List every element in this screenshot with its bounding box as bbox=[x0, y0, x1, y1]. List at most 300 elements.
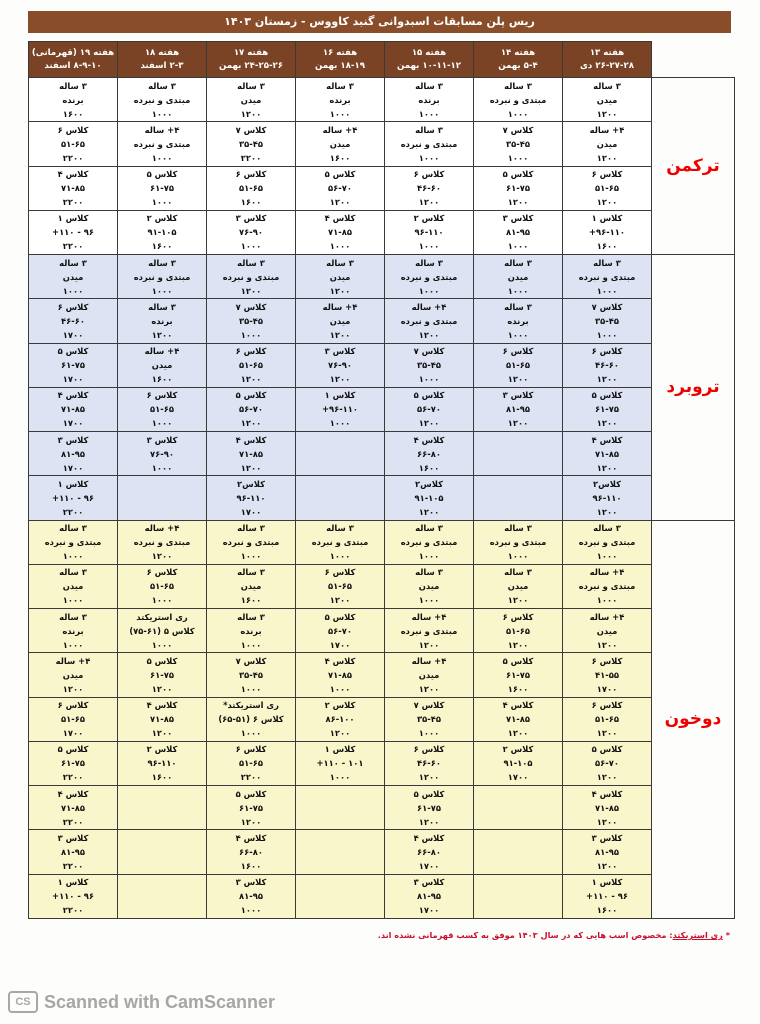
race-distance: ۱۷۰۰ bbox=[62, 462, 84, 473]
race-cell bbox=[385, 122, 474, 166]
race-rating: ۴۶-۶۰ bbox=[417, 183, 441, 194]
race-cell bbox=[385, 786, 474, 830]
camscanner-watermark bbox=[8, 990, 308, 1014]
race-category: کلاس ۴ bbox=[413, 434, 445, 445]
race-cell bbox=[296, 741, 385, 785]
race-category: ۴+ ساله bbox=[589, 611, 625, 622]
race-cell bbox=[207, 122, 296, 166]
race-rating: ۵۱-۶۵ bbox=[595, 183, 619, 194]
race-category: ۴+ ساله bbox=[144, 523, 180, 534]
race-cell bbox=[563, 609, 652, 653]
race-cell bbox=[563, 697, 652, 741]
race-distance: ۱۰۰۰ bbox=[507, 108, 529, 119]
race-category: کلاس۲ bbox=[593, 478, 621, 489]
race-distance: ۱۰۰۰ bbox=[240, 329, 262, 340]
race-cell bbox=[207, 432, 296, 476]
race-rating: میدن bbox=[507, 271, 529, 282]
race-cell bbox=[118, 697, 207, 741]
race-cell bbox=[29, 255, 118, 299]
race-cell bbox=[29, 387, 118, 431]
race-rating: برنده bbox=[62, 625, 84, 636]
race-rating: مبتدی و نبرده bbox=[222, 271, 280, 282]
week-name: هفته ۱۴ bbox=[500, 47, 536, 58]
race-category: کلاس ۴ bbox=[502, 700, 534, 711]
race-category: ۳ ساله bbox=[237, 257, 265, 268]
race-cell bbox=[29, 299, 118, 343]
race-category: کلاس ۶ bbox=[413, 169, 445, 180]
footnote bbox=[330, 929, 730, 941]
race-rating: ۳۵-۴۵ bbox=[239, 315, 263, 326]
race-rating: ۵۱-۶۵ bbox=[61, 714, 85, 725]
week-date: ۲۴-۲۵-۲۶ بهمن bbox=[219, 60, 283, 71]
race-rating: ۷۶-۹۰ bbox=[150, 448, 174, 459]
race-rating: ۷۱-۸۵ bbox=[328, 227, 352, 238]
race-distance: ۱۶۰۰ bbox=[151, 374, 173, 385]
race-cell bbox=[563, 122, 652, 166]
race-category: ۴+ ساله bbox=[322, 124, 358, 135]
race-category: کلاس ۱ bbox=[57, 478, 89, 489]
race-distance: ۱۰۰۰ bbox=[62, 595, 84, 606]
race-distance: ۱۷۰۰ bbox=[329, 639, 351, 650]
race-cell bbox=[385, 741, 474, 785]
race-distance: ۱۲۰۰ bbox=[596, 639, 618, 650]
race-category: ۳ ساله bbox=[504, 80, 532, 91]
race-cell bbox=[385, 210, 474, 254]
race-cell bbox=[207, 520, 296, 564]
race-distance: ۱۲۰۰ bbox=[151, 683, 173, 694]
race-category: کلاس ۳ bbox=[57, 832, 89, 843]
race-category: کلاس ۶ bbox=[235, 346, 267, 357]
race-distance: ۱۷۰۰ bbox=[240, 506, 262, 517]
race-rating: ۹۶ - ۱۱۰+ bbox=[586, 891, 628, 902]
race-rating: ۸۱-۹۵ bbox=[61, 448, 85, 459]
race-category: کلاس ۳ bbox=[324, 346, 356, 357]
race-rating: ۷۱-۸۵ bbox=[239, 448, 263, 459]
race-cell bbox=[296, 343, 385, 387]
race-category: کلاس ۷ bbox=[502, 124, 534, 135]
week-date: ۲۶-۲۷-۲۸ دی bbox=[580, 60, 634, 71]
race-category: کلاس ۳ bbox=[235, 213, 267, 224]
race-category: کلاس ۵ bbox=[502, 655, 534, 666]
race-rating: ۵۶-۷۰ bbox=[595, 758, 619, 769]
race-rating: ۵۶-۷۰ bbox=[417, 404, 441, 415]
race-rating: برنده bbox=[329, 94, 351, 105]
week-header bbox=[207, 42, 296, 78]
race-cell bbox=[563, 830, 652, 874]
camscanner-logo-icon: CS bbox=[8, 991, 38, 1013]
week-date: ۱۰-۱۱-۱۲ بهمن bbox=[397, 60, 461, 71]
race-cell bbox=[563, 476, 652, 520]
race-category: ۳ ساله bbox=[237, 611, 265, 622]
race-category: کلاس ۷ bbox=[235, 655, 267, 666]
table-row bbox=[29, 609, 735, 653]
week-name: هفته ۱۵ bbox=[411, 47, 447, 58]
race-category: ری استریکتد bbox=[136, 611, 188, 622]
table-row bbox=[29, 786, 735, 830]
race-cell bbox=[118, 786, 207, 830]
race-category: ۳ ساله bbox=[148, 257, 176, 268]
race-cell bbox=[385, 653, 474, 697]
race-category: کلاس ۵ bbox=[235, 390, 267, 401]
race-category: کلاس ۷ bbox=[591, 301, 623, 312]
race-category: کلاس ۷ bbox=[413, 700, 445, 711]
race-rating: ۹۶-۱۱۰+ bbox=[321, 404, 359, 415]
race-distance: ۱۷۰۰ bbox=[62, 728, 84, 739]
race-cell bbox=[118, 830, 207, 874]
race-rating: ۹۶-۱۱۰ bbox=[147, 758, 177, 769]
race-distance: ۲۲۰۰ bbox=[62, 241, 84, 252]
race-distance: ۱۰۰۰ bbox=[418, 728, 440, 739]
race-cell bbox=[563, 564, 652, 608]
race-rating: میدن bbox=[596, 94, 618, 105]
race-cell bbox=[474, 786, 563, 830]
race-distance: ۱۲۰۰ bbox=[329, 374, 351, 385]
race-distance: ۱۶۰۰ bbox=[240, 197, 262, 208]
race-distance: ۲۲۰۰ bbox=[62, 772, 84, 783]
race-cell bbox=[207, 166, 296, 210]
race-category: کلاس ۷ bbox=[235, 301, 267, 312]
race-cell bbox=[385, 166, 474, 210]
race-category: کلاس ۵ bbox=[324, 169, 356, 180]
week-header bbox=[563, 42, 652, 78]
race-category: کلاس ۲ bbox=[413, 213, 445, 224]
race-category: کلاس ۱ bbox=[324, 390, 356, 401]
table-row bbox=[29, 874, 735, 919]
race-rating: ۳۵-۴۵ bbox=[506, 138, 530, 149]
week-header bbox=[29, 42, 118, 78]
race-distance: ۱۲۰۰ bbox=[596, 152, 618, 163]
race-distance: ۱۰۰۰ bbox=[329, 418, 351, 429]
race-cell bbox=[296, 210, 385, 254]
race-rating: ۶۱-۷۵ bbox=[150, 183, 174, 194]
race-cell bbox=[29, 210, 118, 254]
race-rating: ۹۶-۱۱۰ bbox=[592, 492, 622, 503]
race-distance: ۱۰۰۰ bbox=[62, 639, 84, 650]
race-rating: ۹۱-۱۰۵ bbox=[414, 492, 444, 503]
race-category: کلاس ۲ bbox=[502, 744, 534, 755]
race-category: ۳ ساله bbox=[326, 257, 354, 268]
race-rating: ۷۱-۸۵ bbox=[150, 714, 174, 725]
race-cell bbox=[474, 830, 563, 874]
table-row bbox=[29, 166, 735, 210]
week-name: هفته ۱۶ bbox=[322, 47, 358, 58]
race-cell bbox=[207, 210, 296, 254]
race-distance: ۱۲۰۰ bbox=[418, 816, 440, 827]
race-cell bbox=[385, 343, 474, 387]
race-cell bbox=[385, 609, 474, 653]
table-row bbox=[29, 432, 735, 476]
race-distance: ۱۰۰۰ bbox=[151, 462, 173, 473]
race-category: کلاس ۶ bbox=[591, 700, 623, 711]
race-distance: ۱۰۰۰ bbox=[240, 241, 262, 252]
race-rating: ۵۶-۷۰ bbox=[328, 625, 352, 636]
race-rating: ۷۱-۸۵ bbox=[61, 183, 85, 194]
race-rating: ۹۶ - ۱۱۰+ bbox=[52, 227, 94, 238]
race-rating: ۶۱-۷۵ bbox=[61, 758, 85, 769]
race-distance: ۱۲۰۰ bbox=[62, 683, 84, 694]
race-distance: ۱۲۰۰ bbox=[329, 329, 351, 340]
race-rating: ۹۶-۱۱۰ bbox=[236, 492, 266, 503]
race-distance: ۱۲۰۰ bbox=[240, 285, 262, 296]
race-cell bbox=[474, 78, 563, 122]
race-category: کلاس ۵ bbox=[57, 346, 89, 357]
race-distance: ۱۰۰۰ bbox=[507, 329, 529, 340]
race-category: کلاس ۳ bbox=[413, 877, 445, 888]
race-rating: ۱۰۱ - ۱۱۰+ bbox=[316, 758, 364, 769]
race-cell bbox=[385, 255, 474, 299]
race-cell bbox=[474, 166, 563, 210]
race-rating: مبتدی و نبرده bbox=[578, 271, 636, 282]
week-name: هفته ۱۳ bbox=[589, 47, 625, 58]
race-cell bbox=[563, 741, 652, 785]
race-category: کلاس ۳ bbox=[57, 434, 89, 445]
race-rating: ۷۱-۸۵ bbox=[595, 802, 619, 813]
race-distance: ۱۷۰۰ bbox=[418, 860, 440, 871]
race-category: کلاس ۴ bbox=[57, 788, 89, 799]
race-rating: برنده bbox=[62, 94, 84, 105]
race-rating: ۵۶-۷۰ bbox=[239, 404, 263, 415]
race-cell bbox=[474, 210, 563, 254]
race-rating: برنده bbox=[507, 315, 529, 326]
race-cell bbox=[296, 653, 385, 697]
race-cell bbox=[385, 520, 474, 564]
race-distance: ۱۲۰۰ bbox=[418, 197, 440, 208]
race-distance: ۱۷۰۰ bbox=[62, 374, 84, 385]
race-cell bbox=[29, 830, 118, 874]
race-distance: ۱۲۰۰ bbox=[507, 418, 529, 429]
race-distance: ۱۰۰۰ bbox=[151, 197, 173, 208]
race-cell bbox=[385, 78, 474, 122]
race-category: ۳ ساله bbox=[59, 80, 87, 91]
race-cell bbox=[118, 432, 207, 476]
race-rating: برنده bbox=[418, 94, 440, 105]
race-distance: ۱۰۰۰ bbox=[240, 683, 262, 694]
race-distance: ۲۲۰۰ bbox=[62, 905, 84, 916]
table-header bbox=[29, 42, 735, 78]
corner-cell bbox=[652, 42, 735, 78]
race-category: کلاس ۴ bbox=[146, 700, 178, 711]
race-cell bbox=[474, 609, 563, 653]
race-rating: میدن bbox=[240, 94, 262, 105]
race-category: ۴+ ساله bbox=[322, 301, 358, 312]
race-rating: ۴۶-۶۰ bbox=[61, 315, 85, 326]
race-category: کلاس ۶ bbox=[591, 655, 623, 666]
week-name: هفته ۱۹ (قهرمانی) bbox=[31, 47, 115, 58]
race-category: کلاس ۵ bbox=[413, 788, 445, 799]
race-distance: ۱۲۰۰ bbox=[596, 728, 618, 739]
race-distance: ۱۰۰۰ bbox=[151, 285, 173, 296]
race-category: کلاس ۳ bbox=[146, 434, 178, 445]
race-cell bbox=[296, 697, 385, 741]
race-distance: ۱۲۰۰ bbox=[418, 683, 440, 694]
race-rating: میدن bbox=[596, 625, 618, 636]
race-rating: ۳۵-۴۵ bbox=[595, 315, 619, 326]
table-row bbox=[29, 830, 735, 874]
race-cell bbox=[296, 564, 385, 608]
document-title: ریس پلن مسابقات اسبدوانی گنبد کاووس - زمستان ۱۴۰۳ bbox=[28, 11, 731, 33]
race-rating: میدن bbox=[329, 315, 351, 326]
week-date: ۲-۳ اسفند bbox=[140, 60, 184, 71]
race-category: کلاس ۴ bbox=[591, 434, 623, 445]
race-category: کلاس ۴ bbox=[324, 213, 356, 224]
race-rating: ۵۱-۶۵ bbox=[150, 581, 174, 592]
race-category: کلاس ۲ bbox=[146, 744, 178, 755]
race-cell bbox=[474, 741, 563, 785]
race-cell bbox=[118, 343, 207, 387]
race-cell bbox=[118, 741, 207, 785]
table-row bbox=[29, 255, 735, 299]
race-distance: ۱۰۰۰ bbox=[596, 551, 618, 562]
race-category: کلاس ۶ bbox=[591, 346, 623, 357]
race-distance: ۱۷۰۰ bbox=[507, 772, 529, 783]
race-distance: ۱۷۰۰ bbox=[596, 683, 618, 694]
race-cell bbox=[296, 432, 385, 476]
footnote-star: * bbox=[725, 930, 730, 940]
race-category: کلاس ۶ bbox=[57, 700, 89, 711]
race-cell bbox=[118, 387, 207, 431]
race-distance: ۱۶۰۰ bbox=[418, 462, 440, 473]
race-cell bbox=[118, 520, 207, 564]
race-distance: ۱۲۰۰ bbox=[596, 772, 618, 783]
race-cell bbox=[207, 697, 296, 741]
race-rating: مبتدی و نبرده bbox=[400, 271, 458, 282]
race-rating: ۸۱-۹۵ bbox=[595, 846, 619, 857]
race-category: کلاس ۵ bbox=[591, 744, 623, 755]
race-distance: ۱۲۰۰ bbox=[596, 197, 618, 208]
race-distance: ۱۰۰۰ bbox=[418, 241, 440, 252]
race-category: کلاس ۶ bbox=[146, 390, 178, 401]
race-cell bbox=[296, 166, 385, 210]
week-date: ۸-۹-۱۰ اسفند bbox=[44, 60, 102, 71]
table-row bbox=[29, 122, 735, 166]
race-distance: ۱۲۰۰ bbox=[507, 639, 529, 650]
race-distance: ۱۲۰۰ bbox=[507, 374, 529, 385]
race-rating: مبتدی و نبرده bbox=[489, 94, 547, 105]
race-rating: مبتدی و نبرده bbox=[311, 537, 369, 548]
race-rating: ۷۶-۹۰ bbox=[239, 227, 263, 238]
race-rating: ۸۱-۹۵ bbox=[506, 227, 530, 238]
race-category: ۳ ساله bbox=[59, 523, 87, 534]
race-distance: ۱۰۰۰ bbox=[329, 108, 351, 119]
race-cell bbox=[29, 78, 118, 122]
race-rating: ۹۶ - ۱۱۰+ bbox=[52, 891, 94, 902]
race-rating: ۵۱-۶۵ bbox=[61, 138, 85, 149]
race-distance: ۱۶۰۰ bbox=[507, 683, 529, 694]
race-category: ۳ ساله bbox=[237, 523, 265, 534]
race-distance: ۱۲۰۰ bbox=[507, 728, 529, 739]
race-cell bbox=[296, 255, 385, 299]
race-cell bbox=[296, 78, 385, 122]
race-distance: ۱۲۰۰ bbox=[596, 462, 618, 473]
race-cell bbox=[29, 609, 118, 653]
race-cell bbox=[118, 122, 207, 166]
race-distance: ۱۰۰۰ bbox=[329, 683, 351, 694]
week-date: ۵-۴ بهمن bbox=[498, 60, 538, 71]
race-distance: ۱۲۰۰ bbox=[329, 728, 351, 739]
race-cell bbox=[207, 786, 296, 830]
week-header bbox=[474, 42, 563, 78]
race-rating: ۷۱-۸۵ bbox=[506, 714, 530, 725]
race-distance: ۱۲۰۰ bbox=[240, 816, 262, 827]
race-rating: میدن bbox=[151, 360, 173, 371]
race-category: ۴+ ساله bbox=[589, 124, 625, 135]
race-cell bbox=[296, 609, 385, 653]
race-category: کلاس ۵ bbox=[235, 788, 267, 799]
race-distance: ۱۲۰۰ bbox=[596, 108, 618, 119]
race-distance: ۱۰۰۰ bbox=[418, 108, 440, 119]
race-category: ۳ ساله bbox=[504, 523, 532, 534]
race-distance: ۱۰۰۰ bbox=[329, 241, 351, 252]
race-category: ۳ ساله bbox=[237, 567, 265, 578]
race-category: ۳ ساله bbox=[415, 523, 443, 534]
race-category: کلاس ۶ bbox=[502, 346, 534, 357]
race-category: کلاس۲ bbox=[237, 478, 265, 489]
race-distance: ۱۰۰۰ bbox=[507, 551, 529, 562]
race-cell bbox=[563, 343, 652, 387]
race-rating: ۵۱-۶۵ bbox=[150, 404, 174, 415]
race-distance: ۱۰۰۰ bbox=[418, 551, 440, 562]
race-rating: مبتدی و نبرده bbox=[400, 315, 458, 326]
race-rating: ۳۵-۴۵ bbox=[417, 714, 441, 725]
race-category: کلاس ۱ bbox=[591, 213, 623, 224]
race-rating: ۶۱-۷۵ bbox=[61, 360, 85, 371]
group-dokhoon-label: دوخون bbox=[652, 520, 735, 919]
race-cell bbox=[563, 874, 652, 919]
race-rating: مبتدی و نبرده bbox=[44, 537, 102, 548]
race-rating: میدن bbox=[507, 581, 529, 592]
race-rating: کلاس ۵ (۶۱-۷۵) bbox=[129, 625, 195, 636]
race-rating: میدن bbox=[329, 138, 351, 149]
race-cell bbox=[296, 387, 385, 431]
race-category: ۳ ساله bbox=[415, 257, 443, 268]
race-rating: ۵۱-۶۵ bbox=[595, 714, 619, 725]
race-rating: مبتدی و نبرده bbox=[400, 625, 458, 636]
race-rating: ۴۶-۶۰ bbox=[595, 360, 619, 371]
week-header bbox=[118, 42, 207, 78]
race-distance: ۱۲۰۰ bbox=[418, 639, 440, 650]
race-cell bbox=[207, 830, 296, 874]
race-rating: مبتدی و نبرده bbox=[133, 271, 191, 282]
race-cell bbox=[118, 255, 207, 299]
race-rating: ۶۶-۸۰ bbox=[239, 846, 263, 857]
footnote-text: : مخصوص اسب هایی که در سال ۱۴۰۳ موفق به کسب قهرمانی نشده اند. bbox=[377, 930, 673, 940]
race-rating: ۷۱-۸۵ bbox=[595, 448, 619, 459]
table-row bbox=[29, 697, 735, 741]
race-cell bbox=[29, 122, 118, 166]
race-rating: ۶۱-۷۵ bbox=[239, 802, 263, 813]
race-rating: مبتدی و نبرده bbox=[133, 537, 191, 548]
race-rating: ۳۵-۴۵ bbox=[239, 138, 263, 149]
race-cell bbox=[118, 299, 207, 343]
race-cell bbox=[29, 432, 118, 476]
race-rating: ۵۱-۶۵ bbox=[239, 183, 263, 194]
race-distance: ۱۶۰۰ bbox=[596, 905, 618, 916]
race-rating: ۶۱-۷۵ bbox=[150, 669, 174, 680]
race-category: ری استریکتد* bbox=[223, 700, 279, 711]
race-distance: ۱۰۰۰ bbox=[329, 772, 351, 783]
race-cell bbox=[385, 476, 474, 520]
race-category: کلاس ۲ bbox=[324, 700, 356, 711]
race-cell bbox=[474, 343, 563, 387]
race-cell bbox=[385, 830, 474, 874]
race-distance: ۱۶۰۰ bbox=[151, 241, 173, 252]
race-rating: میدن bbox=[418, 669, 440, 680]
race-cell bbox=[563, 520, 652, 564]
race-cell bbox=[207, 343, 296, 387]
race-rating: میدن bbox=[418, 581, 440, 592]
race-category: کلاس ۶ bbox=[146, 567, 178, 578]
race-cell bbox=[385, 697, 474, 741]
